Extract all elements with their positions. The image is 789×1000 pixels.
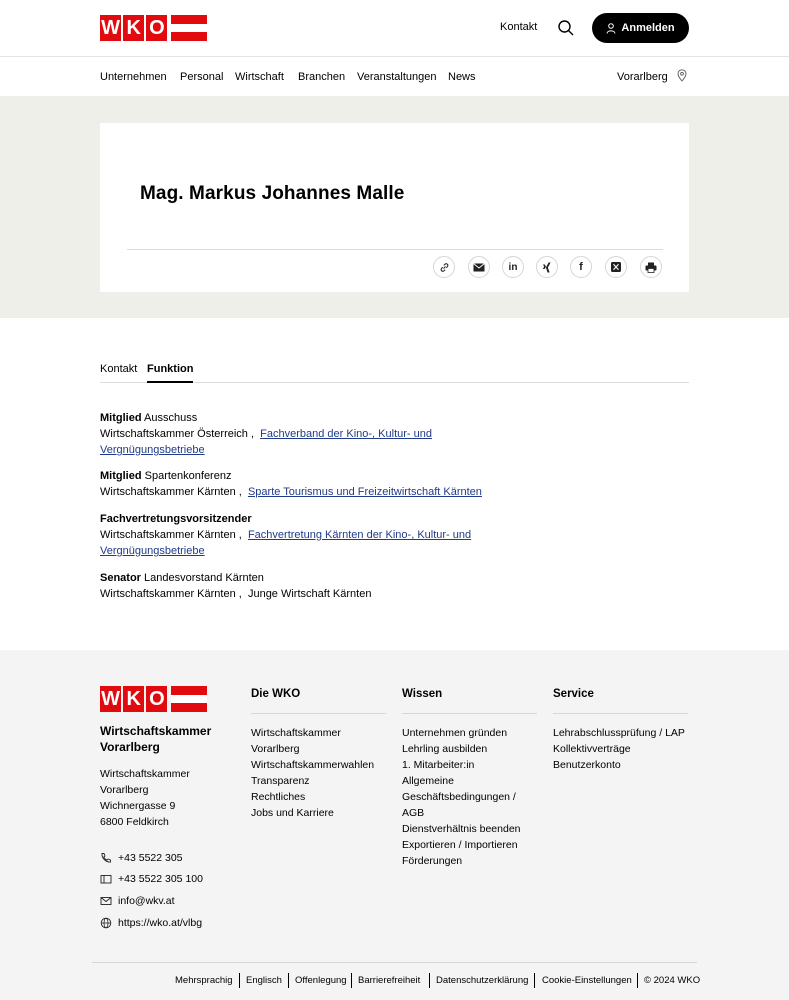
footer-link[interactable]: 1. Mitarbeiter:in <box>402 759 475 771</box>
address-line: Wirtschaftskammer <box>100 768 190 780</box>
nav-item-news[interactable]: News <box>448 71 476 83</box>
footer-col-title-wko: Die WKO <box>251 688 301 700</box>
function-link[interactable]: Fachverband der Kino-, Kultur- und <box>260 428 432 440</box>
footer-bottom-divider <box>92 962 697 963</box>
function-entry-2 <box>100 468 500 500</box>
footer-link[interactable]: Transparenz <box>251 775 310 787</box>
fax-number: +43 5522 305 100 <box>118 873 203 885</box>
footer-bottom-separator <box>351 973 352 988</box>
print-icon <box>645 262 657 273</box>
copyright: © 2024 WKO <box>644 975 701 986</box>
search-icon[interactable] <box>557 19 575 37</box>
footer-wko-logo[interactable] <box>100 686 207 712</box>
share-print-button[interactable] <box>640 256 662 278</box>
user-icon <box>606 23 616 34</box>
function-role: Mitglied <box>100 412 142 424</box>
footer-link[interactable]: Wirtschaftskammer <box>251 727 341 739</box>
function-role: Mitglied <box>100 470 142 482</box>
function-link-cont[interactable]: Vergnügungsbetriebe <box>100 444 205 456</box>
logo-flag <box>171 686 207 712</box>
link-icon <box>439 262 450 273</box>
footer-org-name <box>100 723 230 755</box>
facebook-icon: f <box>579 261 583 273</box>
web-address: https://wko.at/vlbg <box>118 917 203 929</box>
function-link[interactable]: Sparte Tourismus und Freizeitwirtschaft Kärnten <box>247 486 482 498</box>
share-facebook-button[interactable] <box>570 256 592 278</box>
footer-link[interactable]: Dienstverhältnis beenden <box>402 823 521 835</box>
footer-bottom-separator <box>239 973 240 988</box>
logo-letter-k: K <box>123 686 144 712</box>
location-pin-icon[interactable] <box>677 69 687 82</box>
tab-funktion[interactable]: Funktion <box>147 363 193 383</box>
logo-letter-o: O <box>146 15 167 41</box>
footer-link[interactable]: AGB <box>402 807 425 819</box>
footer-col-divider <box>251 713 386 714</box>
nav-item-branchen[interactable]: Branchen <box>298 71 346 83</box>
share-link-button[interactable] <box>433 256 455 278</box>
function-org: Wirtschaftskammer Kärnten , <box>100 588 242 600</box>
function-entry-4 <box>100 570 500 602</box>
footer-link[interactable]: Geschäftsbedingungen / <box>402 791 516 803</box>
footer-link[interactable]: Unternehmen gründen <box>402 727 508 739</box>
footer-links-wissen <box>402 725 542 869</box>
footer-links-service <box>553 725 693 773</box>
share-mail-button[interactable] <box>468 256 490 278</box>
function-link[interactable]: Fachvertretung Kärnten der Kino-, Kultur- und <box>247 529 472 541</box>
footer-link[interactable]: Rechtliches <box>251 791 306 803</box>
logo-letter-w: W <box>100 686 121 712</box>
function-org: Wirtschaftskammer Kärnten , <box>100 529 242 541</box>
xing-icon <box>542 262 552 273</box>
function-body: Ausschuss <box>144 412 198 424</box>
function-link-cont[interactable]: Vergnügungsbetriebe <box>100 545 205 557</box>
footer-bottom-link-cookies[interactable]: Cookie-Einstellungen <box>542 975 632 986</box>
footer-org-name-line: Wirtschaftskammer <box>100 724 212 738</box>
linkedin-icon: in <box>508 261 518 273</box>
footer-bottom-separator <box>534 973 535 988</box>
mail-icon <box>473 263 485 272</box>
nav-item-veranstaltungen[interactable]: Veranstaltungen <box>357 71 437 83</box>
share-xing-button[interactable] <box>536 256 558 278</box>
footer-bottom-bar <box>0 972 789 992</box>
footer-web[interactable] <box>100 917 202 929</box>
footer-bottom-link-mehrsprachig[interactable]: Mehrsprachig <box>175 975 233 986</box>
footer-bottom-separator <box>288 973 289 988</box>
footer-link[interactable]: Allgemeine <box>402 775 454 787</box>
login-button[interactable] <box>592 13 689 43</box>
logo-letter-w: W <box>100 15 121 41</box>
footer-links-wko <box>251 725 391 821</box>
footer-link[interactable]: Lehrling ausbilden <box>402 743 488 755</box>
login-label: Anmelden <box>621 22 675 34</box>
footer-email[interactable] <box>100 895 175 907</box>
phone-number: +43 5522 305 <box>118 852 183 864</box>
footer-link[interactable]: Lehrabschlussprüfung / LAP <box>553 727 685 739</box>
nav-item-unternehmen[interactable]: Unternehmen <box>100 71 167 83</box>
address-line: Wichnergasse 9 <box>100 800 176 812</box>
footer-col-divider <box>553 713 688 714</box>
footer-link[interactable]: Vorarlberg <box>251 743 300 755</box>
footer-bottom-separator <box>637 973 638 988</box>
header-contact-link[interactable]: Kontakt <box>500 21 538 33</box>
footer-bottom-separator <box>429 973 430 988</box>
footer-bottom-link-englisch[interactable]: Englisch <box>246 975 282 986</box>
logo-letter-o: O <box>146 686 167 712</box>
footer-link[interactable]: Exportieren / Importieren <box>402 839 518 851</box>
footer-col-title-wissen: Wissen <box>402 688 443 700</box>
logo-flag <box>171 15 207 41</box>
function-org: Wirtschaftskammer Kärnten , <box>100 486 242 498</box>
tab-kontakt[interactable]: Kontakt <box>100 363 138 375</box>
card-divider <box>127 249 663 250</box>
function-body: Landesvorstand Kärnten <box>144 572 264 584</box>
address-line: Vorarlberg <box>100 784 149 796</box>
nav-item-wirtschaft[interactable]: Wirtschaft <box>235 71 284 83</box>
function-entry-1 <box>100 410 500 458</box>
mail-icon <box>100 895 112 907</box>
footer-link[interactable]: Förderungen <box>402 855 463 867</box>
footer-org-name-line: Vorarlberg <box>100 740 160 754</box>
fax-icon <box>100 873 112 885</box>
function-unit: Junge Wirtschaft Kärnten <box>247 588 372 600</box>
footer-bottom-link-offenlegung[interactable]: Offenlegung <box>295 975 347 986</box>
globe-icon <box>100 917 112 929</box>
share-linkedin-button[interactable] <box>502 256 524 278</box>
profile-tabs <box>100 362 689 383</box>
x-icon <box>611 262 621 272</box>
function-role: Fachvertretungsvorsitzender <box>100 513 252 525</box>
email-address: info@wkv.at <box>118 895 175 907</box>
main-nav <box>0 57 789 96</box>
logo-letter-k: K <box>123 15 144 41</box>
profile-card <box>100 123 689 292</box>
footer-col-title-service: Service <box>553 688 594 700</box>
function-entry-3 <box>100 511 500 559</box>
function-body: Spartenkonferenz <box>144 470 232 482</box>
footer-bottom-link-barrierefreiheit[interactable]: Barrierefreiheit <box>358 975 421 986</box>
wko-logo[interactable] <box>100 15 207 41</box>
share-x-button[interactable] <box>605 256 627 278</box>
footer-link[interactable]: Wirtschaftskammerwahlen <box>251 759 375 771</box>
footer-bottom-link-datenschutz[interactable]: Datenschutzerklärung <box>436 975 529 986</box>
footer-phone[interactable] <box>100 852 183 864</box>
page-title: Mag. Markus Johannes Malle <box>140 183 405 204</box>
function-role: Senator <box>100 572 141 584</box>
phone-icon <box>100 852 112 864</box>
nav-item-personal[interactable]: Personal <box>180 71 224 83</box>
top-header <box>0 0 789 57</box>
address-line: 6800 Feldkirch <box>100 816 169 828</box>
footer-link[interactable]: Jobs und Karriere <box>251 807 334 819</box>
footer-address <box>100 766 230 830</box>
footer-link[interactable]: Kollektivverträge <box>553 743 631 755</box>
footer-link[interactable]: Benutzerkonto <box>553 759 621 771</box>
function-org: Wirtschaftskammer Österreich , <box>100 428 255 440</box>
region-selector[interactable]: Vorarlberg <box>617 71 668 83</box>
footer-col-divider <box>402 713 537 714</box>
footer-fax[interactable] <box>100 873 203 885</box>
footer <box>0 650 789 1000</box>
